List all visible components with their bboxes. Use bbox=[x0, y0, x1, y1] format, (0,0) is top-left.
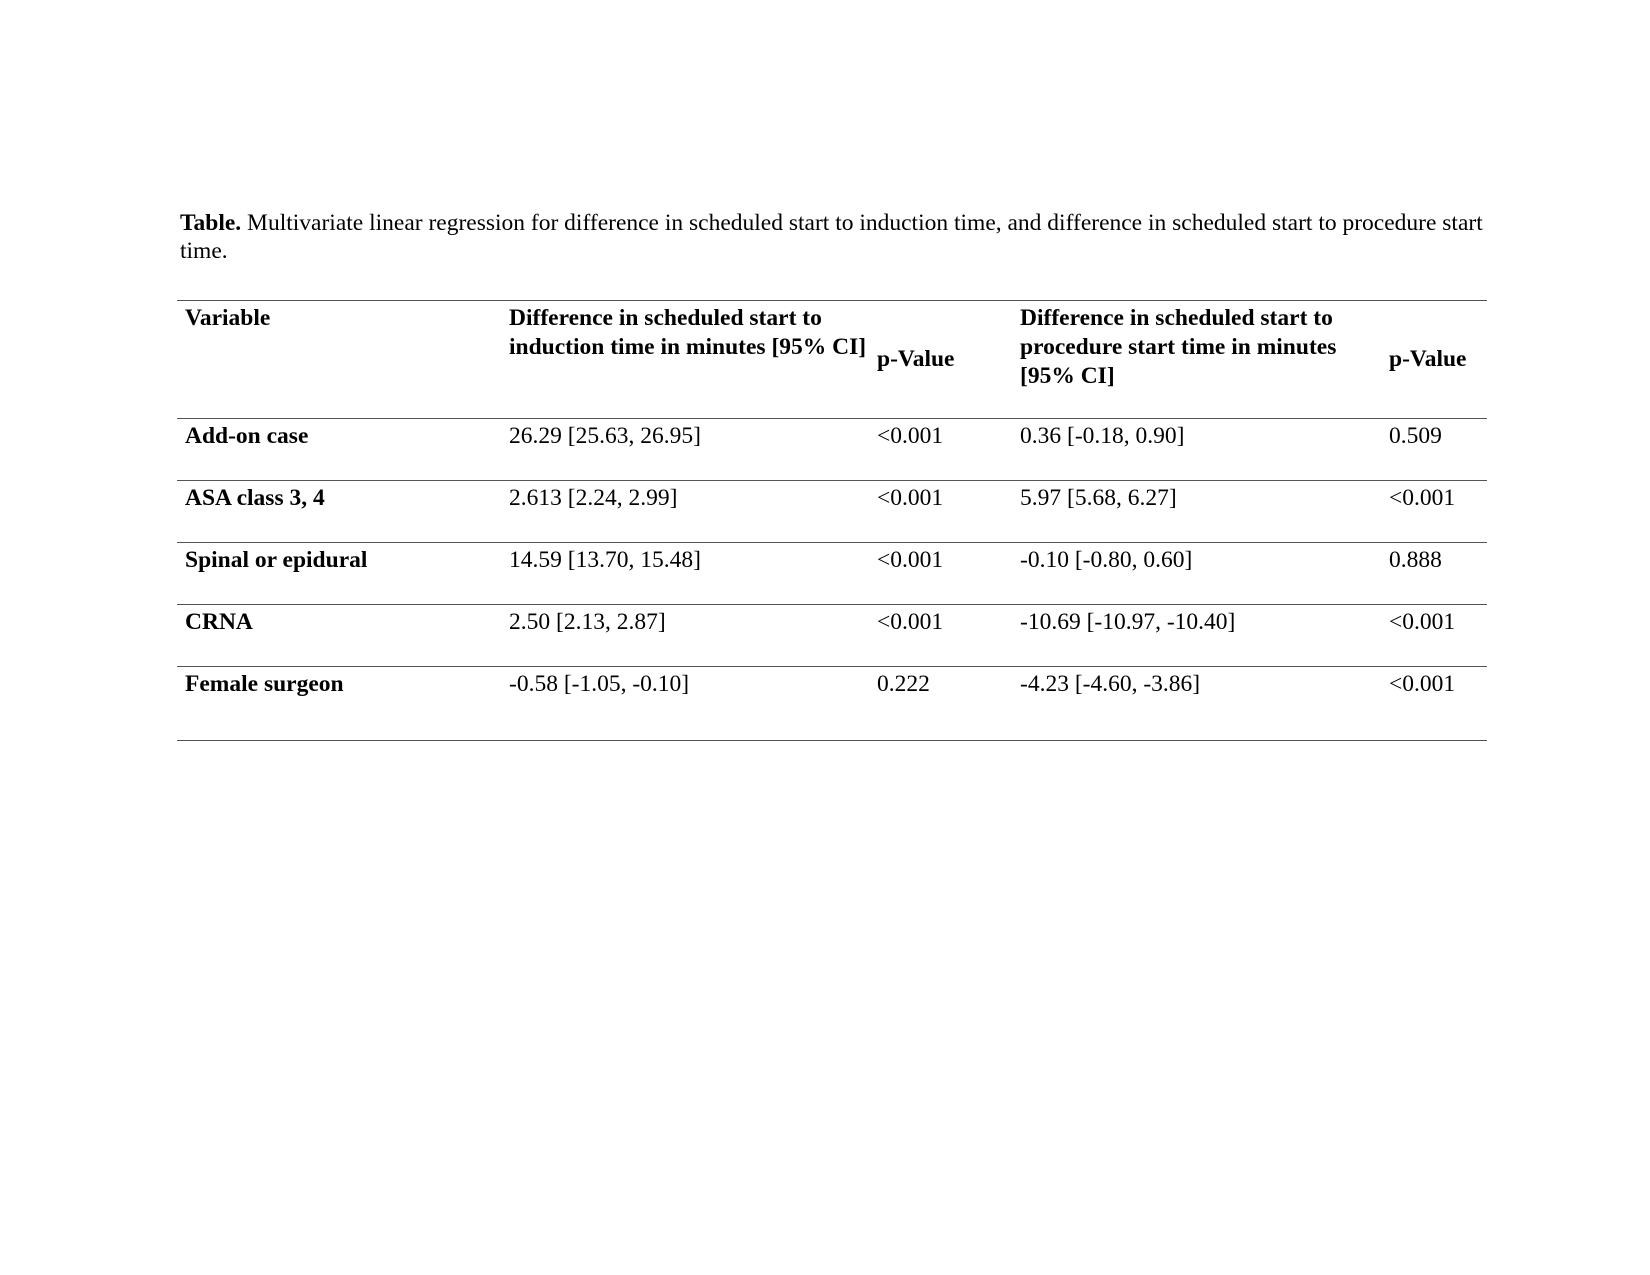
regression-table bbox=[177, 300, 1487, 741]
cell-procedure-difference: -0.10 [-0.80, 0.60] bbox=[1020, 547, 1193, 573]
header-p-value-induction: p-Value bbox=[877, 346, 955, 372]
caption-text: Multivariate linear regression for difference in scheduled start to induction time, and difference in scheduled start to procedure start time. bbox=[180, 210, 1483, 264]
cell-variable: Female surgeon bbox=[185, 671, 344, 697]
table-row bbox=[177, 667, 1487, 741]
cell-p-value-induction: 0.222 bbox=[877, 671, 930, 697]
table-row bbox=[177, 605, 1487, 667]
cell-induction-difference: 26.29 [25.63, 26.95] bbox=[509, 423, 701, 449]
table-row bbox=[177, 419, 1487, 481]
cell-procedure-difference: 0.36 [-0.18, 0.90] bbox=[1020, 423, 1185, 449]
table-caption bbox=[180, 209, 1520, 265]
header-p-value-procedure: p-Value bbox=[1389, 346, 1467, 372]
cell-p-value-procedure: 0.888 bbox=[1389, 547, 1442, 573]
table-row bbox=[177, 543, 1487, 605]
cell-variable: CRNA bbox=[185, 609, 253, 635]
cell-p-value-procedure: 0.509 bbox=[1389, 423, 1442, 449]
table-header bbox=[177, 301, 1487, 419]
header-row bbox=[177, 301, 1487, 419]
cell-variable: Add-on case bbox=[185, 423, 309, 449]
header-variable: Variable bbox=[185, 305, 271, 331]
cell-p-value-procedure: <0.001 bbox=[1389, 485, 1456, 511]
cell-variable: ASA class 3, 4 bbox=[185, 485, 325, 511]
cell-p-value-induction: <0.001 bbox=[877, 423, 944, 449]
cell-induction-difference: 2.50 [2.13, 2.87] bbox=[509, 609, 666, 635]
cell-induction-difference: 14.59 [13.70, 15.48] bbox=[509, 547, 701, 573]
cell-procedure-difference: -10.69 [-10.97, -10.40] bbox=[1020, 609, 1236, 635]
cell-procedure-difference: 5.97 [5.68, 6.27] bbox=[1020, 485, 1177, 511]
cell-p-value-induction: <0.001 bbox=[877, 609, 944, 635]
header-induction-difference: Difference in scheduled start to induction time in minutes [95% CI] bbox=[509, 305, 867, 360]
cell-procedure-difference: -4.23 [-4.60, -3.86] bbox=[1020, 671, 1201, 697]
cell-induction-difference: 2.613 [2.24, 2.99] bbox=[509, 485, 678, 511]
cell-induction-difference: -0.58 [-1.05, -0.10] bbox=[509, 671, 690, 697]
table-row bbox=[177, 481, 1487, 543]
cell-p-value-procedure: <0.001 bbox=[1389, 609, 1456, 635]
caption-label: Table. bbox=[180, 210, 242, 236]
cell-variable: Spinal or epidural bbox=[185, 547, 368, 573]
cell-p-value-induction: <0.001 bbox=[877, 485, 944, 511]
cell-p-value-procedure: <0.001 bbox=[1389, 671, 1456, 697]
header-procedure-difference: Difference in scheduled start to procedure start time in minutes [95% CI] bbox=[1020, 305, 1337, 389]
table-body bbox=[177, 419, 1487, 741]
cell-p-value-induction: <0.001 bbox=[877, 547, 944, 573]
